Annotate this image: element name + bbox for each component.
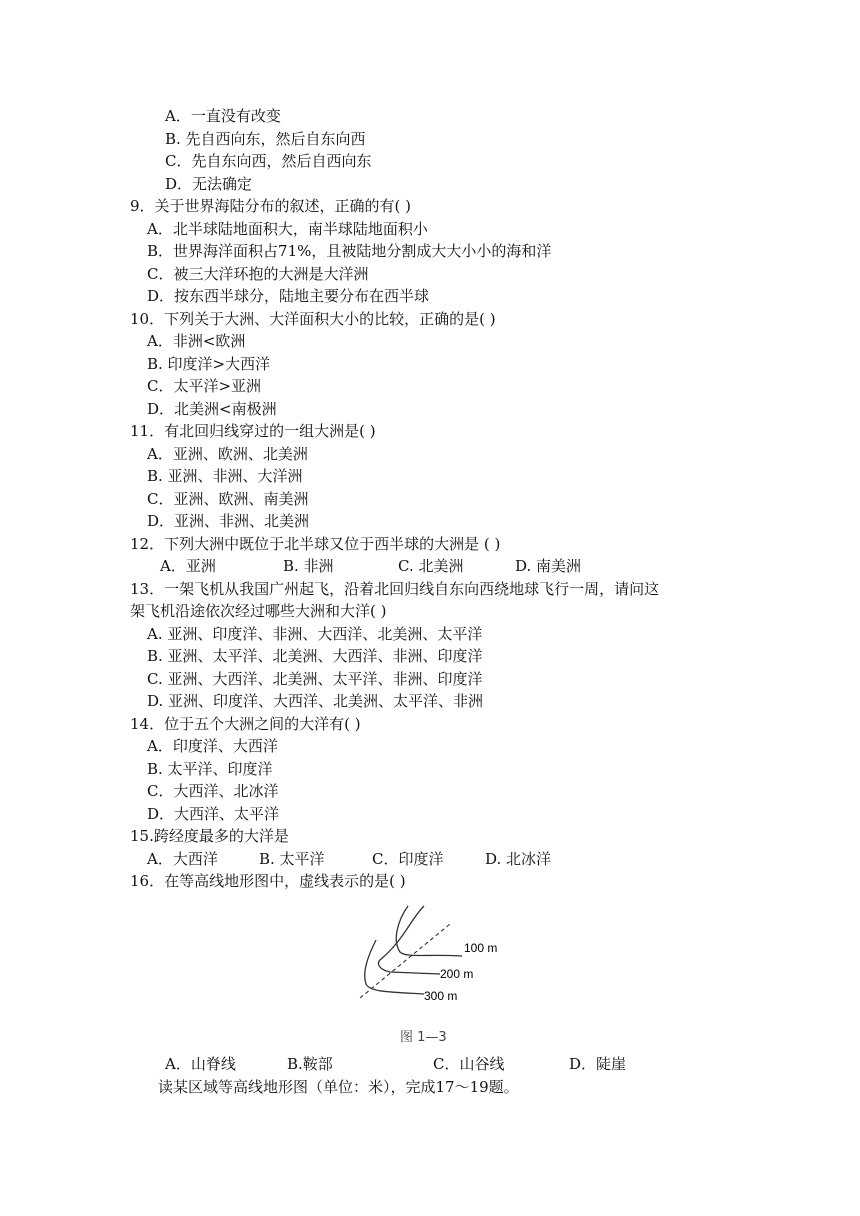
q14-stem: 14．位于五个大洲之间的大洋有( )	[130, 715, 361, 733]
q15-option-a: A．大西洋	[147, 850, 218, 868]
q14-option-d: D．大西洋、太平洋	[147, 805, 280, 823]
dashed-line	[360, 924, 450, 998]
q15-options	[147, 849, 747, 869]
q12-option-d: D. 南美洲	[515, 557, 582, 575]
label-200m: 200 m	[440, 967, 474, 981]
label-300m: 300 m	[424, 989, 458, 1003]
q12-option-a: A．亚洲	[160, 557, 216, 575]
q12-options	[160, 556, 760, 576]
q10-option-b: B. 印度洋>大西洋	[147, 355, 271, 373]
q10-option-c: C．太平洋>亚洲	[147, 377, 262, 395]
q13-stem-line1: 13．一架飞机从我国广州起飞，沿着北回归线自东向西绕地球飞行一周，请问这	[130, 580, 660, 598]
label-100m: 100 m	[464, 941, 498, 955]
instruction-text: 读某区域等高线地形图（单位：米），完成17～19题。	[158, 1078, 519, 1096]
q15-option-c: C．印度洋	[372, 850, 444, 868]
q14-option-a: A．印度洋、大西洋	[147, 737, 278, 755]
q10-option-a: A．非洲<欧洲	[147, 332, 246, 350]
contour-line-300m	[365, 940, 424, 994]
q12-stem: 12．下列大洲中既位于北半球又位于西半球的大洲是 ( )	[130, 535, 501, 553]
q13-option-b: B. 亚洲、太平洋、北美洲、大西洋、非洲、印度洋	[147, 647, 483, 665]
q11-option-c: C．亚洲、欧洲、南美洲	[147, 490, 309, 508]
q15-option-b: B. 太平洋	[259, 850, 325, 868]
q8-option-a: A．一直没有改变	[165, 107, 281, 125]
q15-stem: 15.跨经度最多的大洋是	[130, 827, 289, 845]
q11-stem: 11．有北回归线穿过的一组大洲是( )	[130, 422, 376, 440]
q10-stem: 10．下列关于大洲、大洋面积大小的比较，正确的是( )	[130, 310, 496, 328]
q11-option-d: D．亚洲、非洲、北美洲	[147, 512, 310, 530]
q16-options	[165, 1054, 765, 1074]
q9-option-c: C．被三大洋环抱的大洲是大洋洲	[147, 265, 369, 283]
q13-option-c: C. 亚洲、大西洋、北美洲、太平洋、非洲、印度洋	[147, 670, 483, 688]
q15-option-d: D. 北冰洋	[485, 850, 552, 868]
q10-option-d: D．北美洲<南极洲	[147, 400, 277, 418]
q13-option-d: D. 亚洲、印度洋、大西洋、北美洲、太平洋、非洲	[147, 692, 484, 710]
q8-option-b: B. 先自西向东，然后自东向西	[165, 130, 366, 148]
q16-stem: 16．在等高线地形图中，虚线表示的是( )	[130, 872, 406, 890]
figure-caption: 图 1—3	[400, 1030, 447, 1045]
q12-option-c: C. 北美洲	[398, 557, 464, 575]
q12-option-b: B. 非洲	[283, 557, 334, 575]
contour-map-figure	[352, 900, 498, 1010]
q9-option-a: A．北半球陆地面积大，南半球陆地面积小	[147, 220, 428, 238]
q13-option-a: A. 亚洲、印度洋、非洲、大西洋、北美洲、太平洋	[147, 625, 483, 643]
q9-option-b: B．世界海洋面积占71%，且被陆地分割成大大小小的海和洋	[147, 242, 552, 260]
q14-option-b: B. 太平洋、印度洋	[147, 760, 273, 778]
q8-option-c: C．先自东向西，然后自西向东	[165, 152, 372, 170]
q9-stem: 9．关于世界海陆分布的叙述，正确的有( )	[130, 197, 412, 215]
q16-option-c: C．山谷线	[433, 1055, 505, 1073]
q14-option-c: C．大西洋、北冰洋	[147, 782, 279, 800]
q11-option-a: A．亚洲、欧洲、北美洲	[147, 445, 308, 463]
q16-option-b: B.鞍部	[287, 1055, 333, 1073]
q9-option-d: D．按东西半球分，陆地主要分布在西半球	[147, 287, 430, 305]
q16-option-d: D．陡崖	[569, 1055, 627, 1073]
q13-stem-line2: 架飞机沿途依次经过哪些大洲和大洋( )	[130, 602, 387, 620]
q8-option-d: D．无法确定	[165, 175, 253, 193]
q16-option-a: A．山脊线	[165, 1055, 236, 1073]
q11-option-b: B. 亚洲、非洲、大洋洲	[147, 467, 303, 485]
